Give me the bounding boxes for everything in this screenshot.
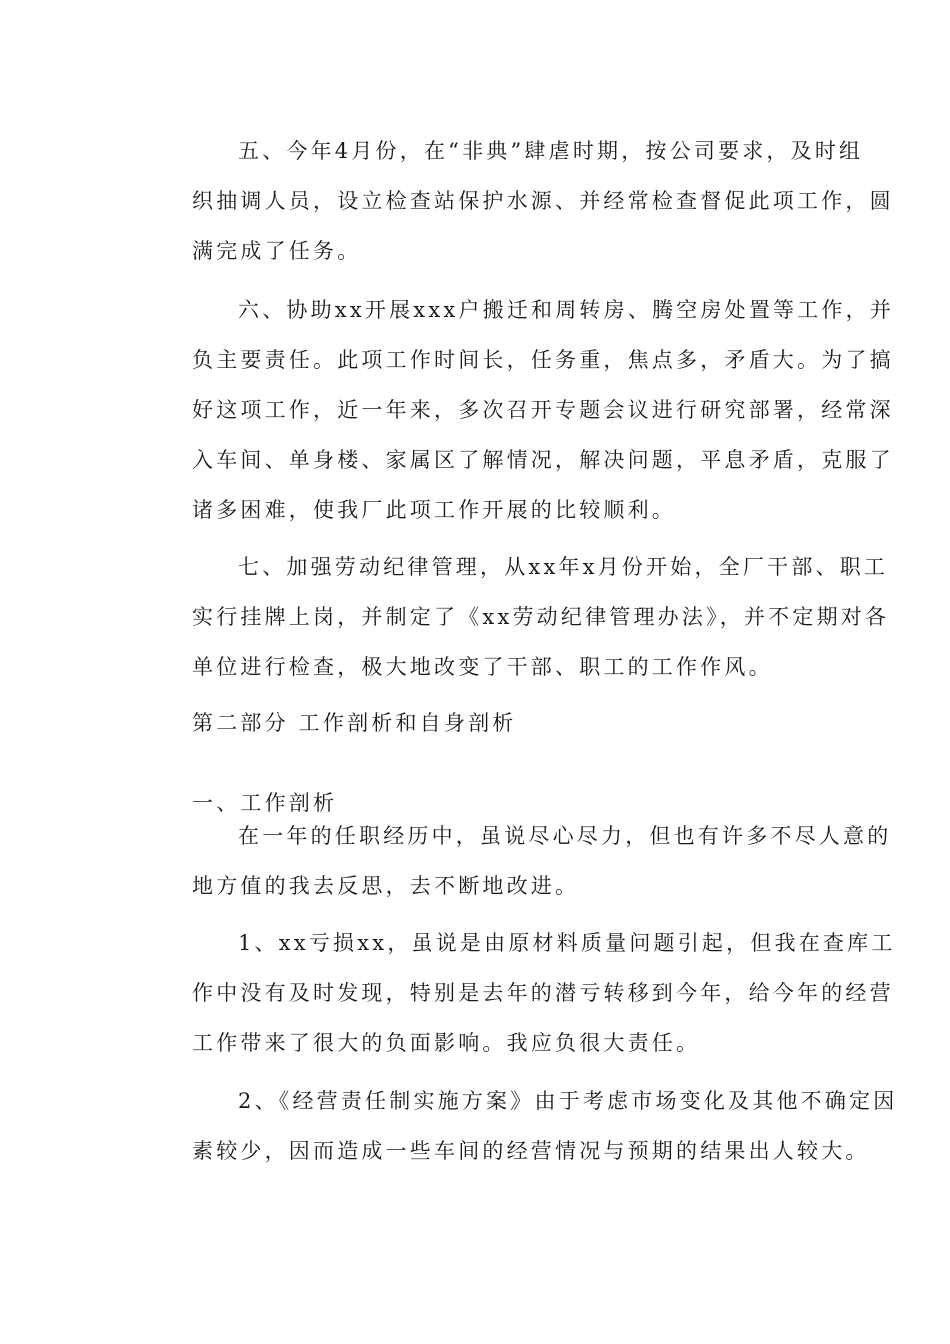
text-line: 好这项工作，近一年来，多次召开专题会议进行研究部署，经常深 — [192, 398, 894, 422]
paragraph-item-1 — [146, 918, 896, 1068]
paragraph-6 — [146, 285, 895, 535]
text-line: 一、工作剖析 — [192, 791, 338, 815]
text-line: 素较少，因而造成一些车间的经营情况与预期的结果出人较大。 — [192, 1139, 870, 1163]
text-line: 作中没有及时发现，特别是去年的潜亏转移到今年，给今年的经营 — [192, 981, 894, 1005]
text-line: 第二部分 工作剖析和自身剖析 — [192, 711, 517, 735]
text-line: 在一年的任职经历中，虽说尽心尽力，但也有许多不尽人意的 — [238, 824, 892, 848]
text-line: 织抽调人员，设立检查站保护水源、并经常检查督促此项工作，圆 — [192, 189, 894, 213]
text-line: 2、《经营责任制实施方案》由于考虑市场变化及其他不确定因 — [238, 1089, 898, 1113]
text-line: 实行挂牌上岗，并制定了《xx劳动纪律管理办法》，并不定期对各 — [192, 605, 890, 629]
text-line: 五、今年4月份，在“非典”肆虐时期，按公司要求，及时组 — [238, 139, 864, 163]
paragraph-5 — [146, 126, 894, 276]
section-heading — [192, 698, 516, 748]
paragraph-intro — [146, 811, 892, 911]
text-line: 诸多困难，使我厂此项工作开展的比较顺利。 — [192, 498, 676, 522]
text-line: 单位进行检查，极大地改变了干部、职工的工作作风。 — [192, 655, 773, 679]
text-line: 入车间、单身楼、家属区了解情况，解决问题，平息矛盾，克服了 — [192, 448, 894, 472]
text-line: 七、加强劳动纪律管理，从xx年x月份开始，全厂干部、职工 — [238, 555, 889, 579]
text-line: 六、协助xx开展xxx户搬迁和周转房、腾空房处置等工作，并 — [238, 298, 895, 322]
text-line: 地方值的我去反思，去不断地改进。 — [192, 874, 580, 898]
text-line: 负主要责任。此项工作时间长，任务重，焦点多，矛盾大。为了搞 — [192, 348, 894, 372]
text-line: 工作带来了很大的负面影响。我应负很大责任。 — [192, 1031, 701, 1055]
text-line: 1、xx亏损xx，虽说是由原材料质量问题引起，但我在查库工 — [238, 931, 896, 955]
paragraph-item-2 — [146, 1076, 898, 1176]
text-line: 满完成了任务。 — [192, 239, 362, 263]
paragraph-7 — [146, 542, 890, 692]
